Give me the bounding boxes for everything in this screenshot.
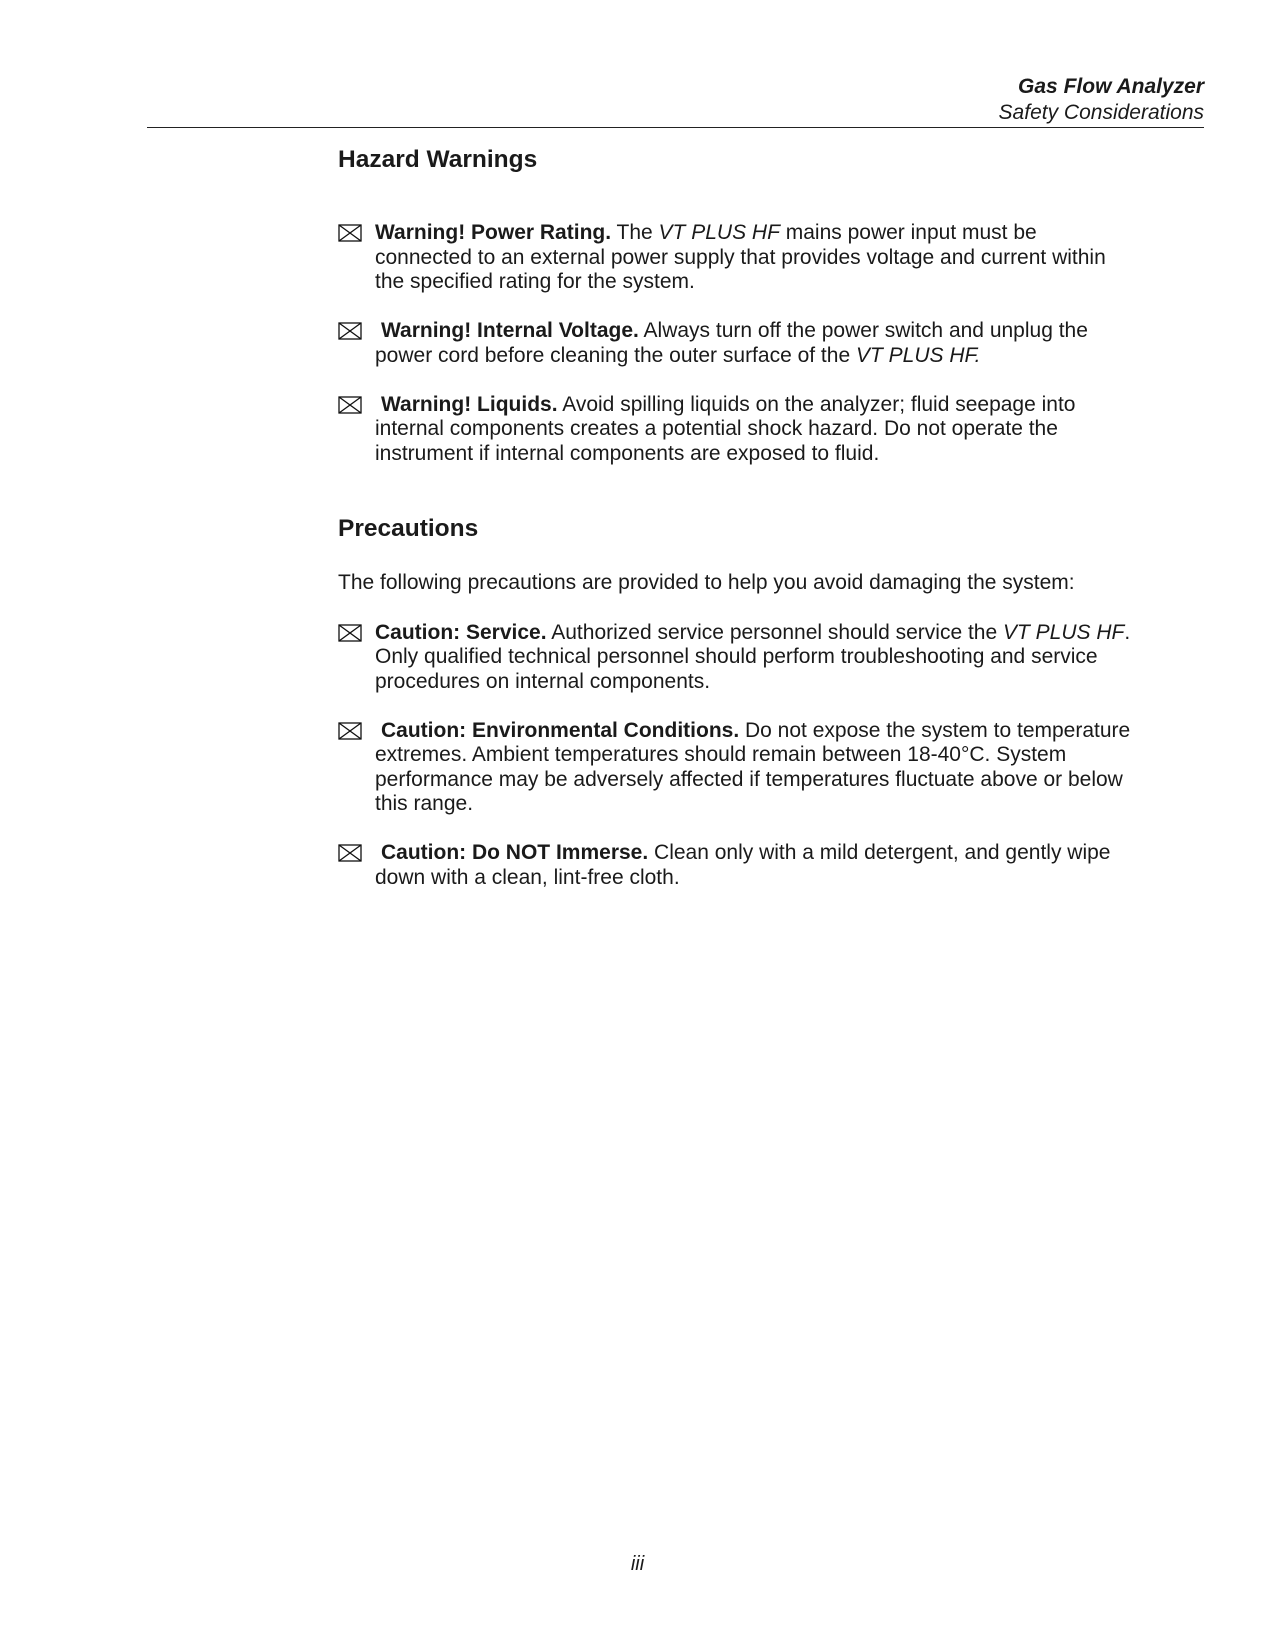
envelope-box-icon [338,722,362,740]
product-name: VT PLUS HF. [855,343,981,367]
caution-text: Clean only with a mild detergent, and gently wipe down with a clean, lint-free cloth. [375,841,1111,889]
warning-internal-voltage [338,319,1138,368]
caution-text: Do not expose the system to temperature extremes. Ambient temperatures should remain between 18-40°C. System performance may be adversely affected if temperatures fluctuate above or below this range. [375,718,1131,815]
caution-text: . Only qualified technical personnel should perform troubleshooting and service procedures on internal components. [375,620,1131,693]
caution-service [338,621,1138,695]
page-content [338,145,1138,915]
warning-lead: Warning! Liquids. [381,392,558,416]
envelope-box-icon [338,844,362,862]
section-title: Safety Considerations [998,101,1204,124]
envelope-box-icon [338,322,362,340]
product-name: VT PLUS HF [1002,620,1125,644]
caution-environmental-conditions [338,719,1138,817]
warning-lead: Warning! Power Rating. [375,221,612,244]
product-name: VT PLUS HF [658,221,780,244]
warning-text: Avoid spilling liquids on the analyzer; fluid seepage into internal components creates a potential shock hazard. Do not operate the instrument if internal components are exposed to fluid. [375,392,1076,465]
warning-liquids [338,393,1138,467]
page-number: iii [630,1553,645,1575]
caution-text: Authorized service personnel should service the [546,620,1003,644]
caution-do-not-immerse [338,841,1138,890]
caution-lead: Caution: Do NOT Immerse. [381,841,649,864]
caution-lead: Caution: Environmental Conditions. [381,718,740,742]
warning-text: mains power input must be connected to an external power supply that provides voltage and current within the specified rating for the system. [375,221,1106,293]
running-header [999,74,1204,126]
document-title: Gas Flow Analyzer [1018,75,1204,98]
warning-text: The [611,221,659,244]
hazard-warnings-heading: Hazard Warnings [338,146,538,173]
envelope-box-icon [338,624,362,642]
caution-lead: Caution: Service. [375,620,547,644]
envelope-box-icon [338,224,362,242]
warning-text: Always turn off the power switch and unplug the power cord before cleaning the outer surface of the [375,319,1088,367]
header-rule [147,127,1204,128]
envelope-box-icon [338,396,362,414]
precautions-intro: The following precautions are provided to help you avoid damaging the system: [338,571,1075,594]
precautions-heading: Precautions [338,515,479,542]
warning-power-rating [338,221,1138,295]
warning-lead: Warning! Internal Voltage. [381,319,639,342]
